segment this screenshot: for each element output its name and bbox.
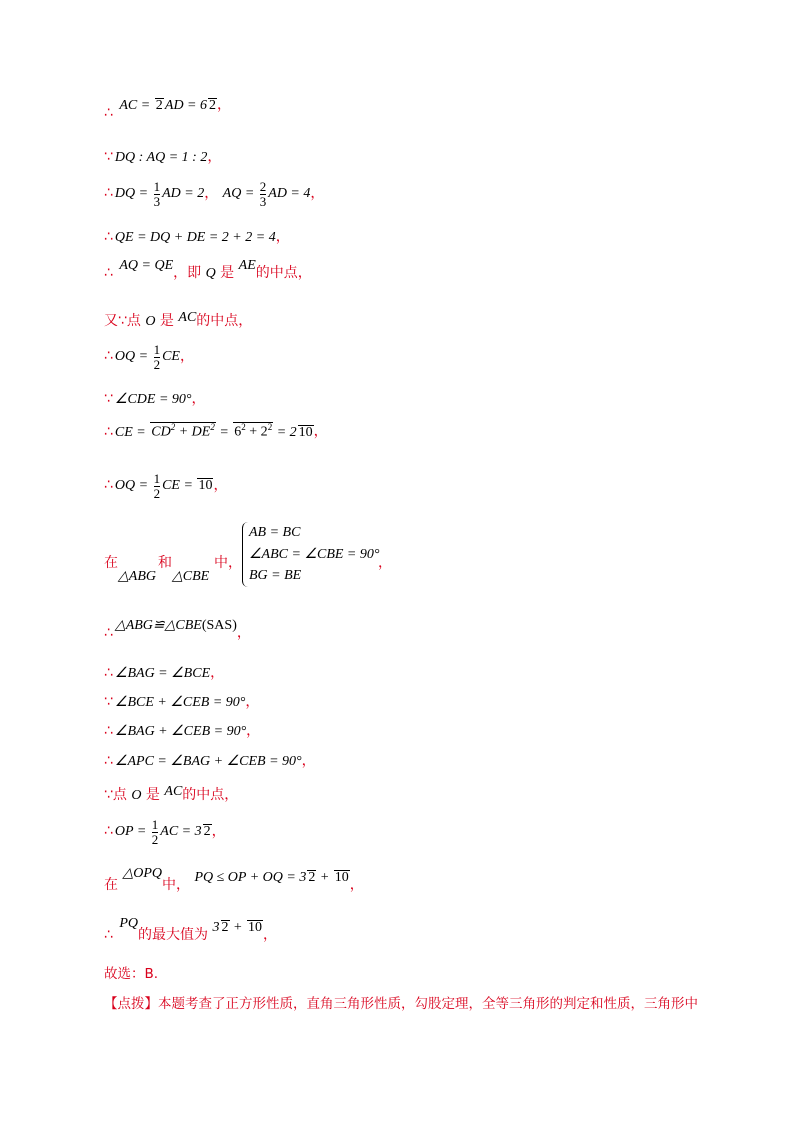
step-8: ∵ ∠CDE = 90°， bbox=[104, 391, 206, 407]
step-6: 又∵点 O 是 AC的中点， bbox=[104, 310, 253, 329]
step-4: ∴ QE = DQ + DE = 2 + 2 = 4， bbox=[104, 229, 290, 245]
step-16: ∴ ∠APC = ∠BAG + ∠CEB = 90°， bbox=[104, 753, 316, 769]
step-5: ∴ AQ = QE，即 Q 是 AE的中点， bbox=[104, 258, 312, 281]
step-12: ∴ △ABG≌△CBE(SAS)， bbox=[104, 618, 251, 641]
step-15: ∴ ∠BAG + ∠CEB = 90°， bbox=[104, 723, 261, 739]
step-3: ∴ DQ = $\frac{1}{3}$ AD = 2， AQ = $\frac{2}{3}$ AD = 4， bbox=[104, 179, 325, 209]
answer-text: 故选：B. bbox=[104, 966, 159, 982]
step-2: ∵ DQ : AQ = 1 : 2， bbox=[104, 149, 222, 165]
step-18: ∴ OP = $\frac{1}{2}$ AC = 3 2， bbox=[104, 817, 226, 847]
step-19: 在 △OPQ中， PQ ≤ OP + OQ = 3 2 + 10， bbox=[104, 866, 364, 893]
step-20: ∴ PQ的最大值为 3 2 + 10， bbox=[104, 916, 277, 943]
step-14: ∵ ∠BCE + ∠CEB = 90°， bbox=[104, 694, 260, 710]
step-9: ∴ CE = $CD^2 + DE^2 = 6^2 + 2^2 = 2$ 10， bbox=[104, 422, 328, 440]
step-10: ∴ OQ = $\frac{1}{2}$ CE = 10， bbox=[104, 471, 228, 501]
key-point-note: 【点拨】本题考查了正方形性质，直角三角形性质，勾股定理，全等三角形的判定和性质，三角形中 bbox=[104, 996, 698, 1012]
step-13: ∴ ∠BAG = ∠BCE， bbox=[104, 665, 225, 681]
step-7: ∴ OQ = $\frac{1}{2}$ CE， bbox=[104, 342, 194, 372]
step-1: ∴ AC = 2 AD = 6 2， bbox=[104, 97, 231, 121]
step-17: ∵点 O 是 AC的中点， bbox=[104, 784, 239, 803]
